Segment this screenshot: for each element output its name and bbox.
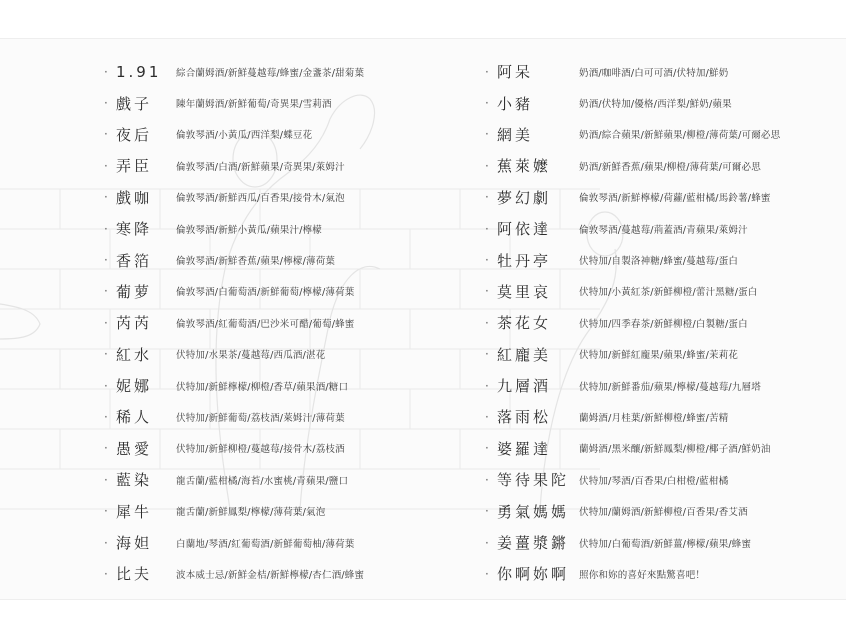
drink-name: 蕉萊嬤 [497,157,552,176]
bullet: · [104,504,108,519]
drink-ingredients: 伏特加/新鮮番茄/蘋果/檸檬/蔓越莓/九層塔 [579,381,761,393]
drink-ingredients: 龍舌蘭/新鮮鳳梨/檸檬/薄荷葉/氣泡 [176,507,326,519]
drink-ingredients: 伏特加/新鮮檸檬/柳橙/香草/蘋果酒/糖口 [176,381,349,393]
menu-item [485,87,835,118]
drink-name: 小豬 [497,94,534,113]
drink-name: 寒降 [116,220,153,239]
bullet: · [104,190,108,205]
drink-name: 九層酒 [497,377,552,396]
drink-ingredients: 伏特加/自製洛神糖/蜂蜜/蔓越莓/蛋白 [579,256,739,268]
drink-ingredients: 伏特加/新鮮柳橙/蔓越莓/接骨木/荔枝酒 [176,444,345,456]
drink-name: 茶花女 [497,314,552,333]
drink-name: 藍染 [116,471,153,490]
drink-ingredients: 倫敦琴酒/新鮮香蕉/蘋果/檸檬/薄荷葉 [176,256,336,268]
menu-item [485,558,835,589]
menu-item [104,495,474,526]
menu-item [104,87,474,118]
bullet: · [104,127,108,142]
drink-name: 網美 [497,125,534,144]
bullet: · [104,347,108,362]
drink-ingredients: 伏特加/新鮮紅龐果/蘋果/蜂蜜/茉莉花 [579,350,739,362]
menu-item [104,150,474,181]
bullet: · [104,158,108,173]
drink-ingredients: 奶酒/綜合蘋果/新鮮蘋果/柳橙/薄荷葉/可爾必思 [579,130,781,142]
drink-name: 婆羅達 [497,439,552,458]
menu-item [104,213,474,244]
menu-column-left [104,56,474,590]
drink-ingredients: 蘭姆酒/月桂葉/新鮮柳橙/蜂蜜/苦精 [579,412,729,424]
bullet: · [104,441,108,456]
drink-ingredients: 伏特加/白葡萄酒/新鮮薑/檸檬/蘋果/蜂蜜 [579,538,752,550]
drink-ingredients: 伏特加/水果茶/蔓越莓/西瓜酒/湛花 [176,350,326,362]
drink-ingredients: 伏特加/蘭姆酒/新鮮柳橙/百香果/香艾酒 [579,507,748,519]
menu-item [104,244,474,275]
menu-item [485,370,835,401]
bullet: · [104,315,108,330]
menu-item [104,182,474,213]
drink-name: 香箔 [116,251,153,270]
drink-name: 弄臣 [116,157,153,176]
drink-name: 落雨松 [497,408,552,427]
bullet: · [485,378,489,393]
menu-item [104,370,474,401]
drink-name: 等待果陀 [497,471,570,490]
drink-ingredients: 波本威士忌/新鮮金桔/新鮮檸檬/杏仁酒/蜂蜜 [176,569,365,581]
bullet: · [485,472,489,487]
drink-name: 你啊妳啊 [497,565,570,584]
drink-ingredients: 奶酒/新鮮香蕉/蘋果/柳橙/薄荷葉/可爾必思 [579,161,761,173]
bullet: · [104,472,108,487]
menu-item [485,244,835,275]
bullet: · [104,535,108,550]
drink-name: 夜后 [116,125,153,144]
drink-name: 紅龐美 [497,345,552,364]
drink-ingredients: 蘭姆酒/黑米釀/新鮮鳳梨/柳橙/椰子酒/鮮奶油 [579,444,771,456]
drink-name: 阿依達 [497,220,552,239]
bullet: · [104,409,108,424]
drink-ingredients: 照你和妳的喜好來點驚喜吧！ [579,569,706,581]
menu-item [104,119,474,150]
bullet: · [104,221,108,236]
menu-item [104,339,474,370]
bullet: · [104,378,108,393]
bullet: · [485,315,489,330]
drink-name: 1.91 [116,62,162,81]
menu-item [485,150,835,181]
drink-ingredients: 陳年蘭姆酒/新鮮葡萄/奇異果/雪莉酒 [176,99,332,111]
bullet: · [485,253,489,268]
bullet: · [485,409,489,424]
drink-name: 姜薑漿鏘 [497,534,570,553]
drink-name: 戲子 [116,94,153,113]
drink-ingredients: 白蘭地/琴酒/紅葡萄酒/新鮮葡萄柚/薄荷葉 [176,538,355,550]
menu-item [485,527,835,558]
drink-name: 勇氣媽媽 [497,502,570,521]
bullet: · [485,566,489,581]
drink-name: 妮娜 [116,377,153,396]
drink-ingredients: 倫敦琴酒/白葡萄酒/新鮮葡萄/檸檬/薄荷葉 [176,287,355,299]
drink-ingredients: 伏特加/小黃紅茶/新鮮柳橙/蕾汁黑糖/蛋白 [579,287,758,299]
drink-ingredients: 伏特加/新鮮葡萄/荔枝酒/萊姆汁/薄荷葉 [176,412,345,424]
drink-name: 莫里哀 [497,282,552,301]
drink-ingredients: 伏特加/琴酒/百香果/白柑橙/藍柑橘 [579,475,729,487]
bullet: · [485,504,489,519]
menu-item [485,182,835,213]
bullet: · [485,158,489,173]
menu-item [485,276,835,307]
drink-name: 戲咖 [116,188,153,207]
menu-item [104,527,474,558]
drink-ingredients: 倫敦琴酒/小黃瓜/西洋梨/蝶豆花 [176,130,313,142]
drink-name: 比夫 [116,565,153,584]
menu-column-right [485,56,835,590]
drink-ingredients: 倫敦琴酒/新鮮西瓜/百香果/接骨木/氣泡 [176,193,345,205]
drink-ingredients: 倫敦琴酒/白酒/新鮮蘋果/奇異果/萊姆汁 [176,161,345,173]
bullet: · [485,535,489,550]
bullet: · [485,284,489,299]
bullet: · [104,64,108,79]
menu-item [485,213,835,244]
drink-name: 愚愛 [116,439,153,458]
drink-name: 牡丹亭 [497,251,552,270]
drink-name: 阿呆 [497,63,534,82]
menu-item [104,307,474,338]
drink-ingredients: 龍舌蘭/藍柑橘/海苔/水蜜桃/青蘋果/鹽口 [176,475,349,487]
drink-ingredients: 奶酒/伏特加/優格/西洋梨/鮮奶/蘋果 [579,99,732,111]
menu-item [485,495,835,526]
menu-item [104,464,474,495]
drink-ingredients: 倫敦琴酒/新鮮小黃瓜/蘋果汁/檸檬 [176,224,323,236]
drink-name: 紅水 [116,345,153,364]
drink-ingredients: 倫敦琴酒/紅葡萄酒/巴沙米可醋/葡萄/蜂蜜 [176,318,355,330]
menu-item [485,339,835,370]
bullet: · [104,566,108,581]
bullet: · [104,284,108,299]
menu-item [485,307,835,338]
drink-ingredients: 奶酒/咖啡酒/白可可酒/伏特加/鮮奶 [579,67,729,79]
menu-item [485,464,835,495]
bullet: · [485,347,489,362]
drink-ingredients: 倫敦琴酒/新鮮檸檬/荷蘿/藍柑橘/馬鈴薯/蜂蜜 [579,193,771,205]
drink-ingredients: 伏特加/四季春茶/新鮮柳橙/白製糖/蛋白 [579,318,748,330]
menu-item [485,119,835,150]
drink-ingredients: 倫敦琴酒/蔓越莓/荊蓋酒/青蘋果/萊姆汁 [579,224,748,236]
bullet: · [485,127,489,142]
bullet: · [485,64,489,79]
menu-item [485,56,835,87]
bullet: · [485,96,489,111]
menu-item [104,276,474,307]
menu-item [485,433,835,464]
menu-item [104,56,474,87]
drink-name: 夢幻劇 [497,188,552,207]
drink-ingredients: 綜合蘭姆酒/新鮮蔓越莓/蜂蜜/金盞茶/甜菊葉 [176,67,365,79]
menu-item [104,433,474,464]
bullet: · [485,441,489,456]
menu-item [104,558,474,589]
bullet: · [485,190,489,205]
bullet: · [485,221,489,236]
drink-name: 犀牛 [116,502,153,521]
bullet: · [104,96,108,111]
menu-sheet [0,38,846,600]
drink-name: 海妲 [116,534,153,553]
drink-name: 芮芮 [116,314,153,333]
menu-item [485,401,835,432]
drink-name: 稀人 [116,408,153,427]
menu-item [104,401,474,432]
bullet: · [104,253,108,268]
drink-name: 葡萝 [116,282,153,301]
